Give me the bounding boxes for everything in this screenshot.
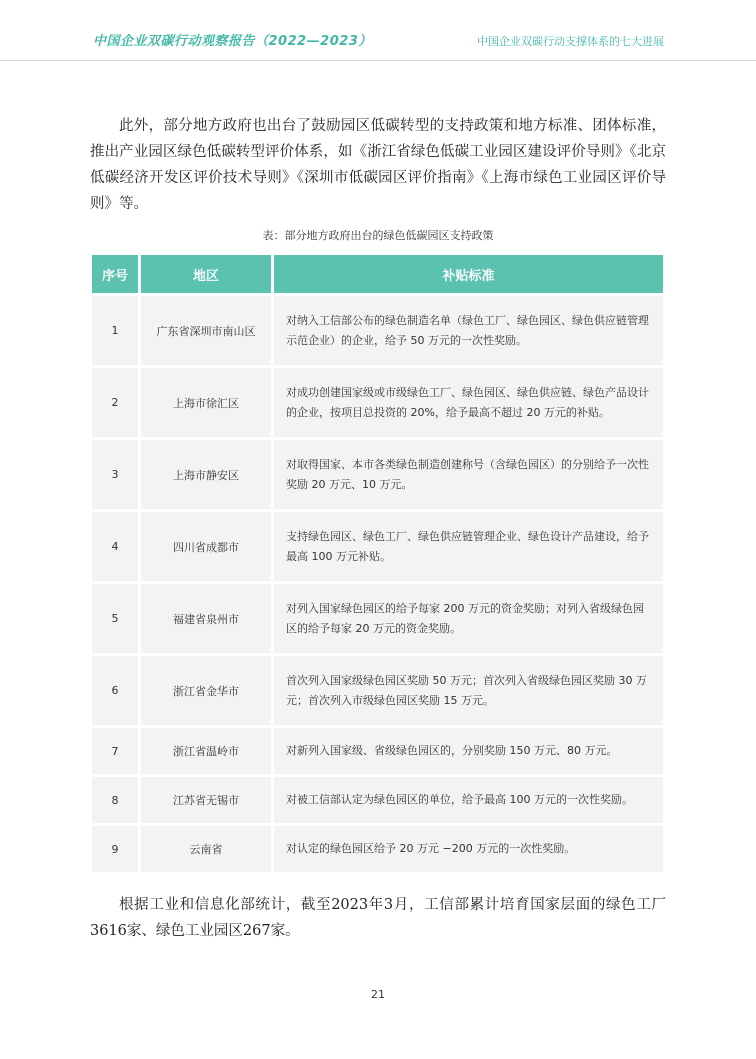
row-region: 云南省 (141, 823, 274, 872)
row-standard: 对认定的绿色园区给予 20 万元 −200 万元的一次性奖励。 (274, 823, 663, 872)
row-standard: 对成功创建国家级或市级绿色工厂、绿色园区、绿色供应链、绿色产品设计的企业，按项目总投资的 20%，给予最高不超过 20 万元的补贴。 (274, 365, 663, 437)
report-title: 中国企业双碳行动观察报告（2022—2023） (93, 34, 372, 49)
row-index: 8 (92, 774, 141, 823)
table-row (92, 509, 663, 581)
row-region: 浙江省金华市 (141, 653, 274, 725)
row-standard: 对取得国家、本市各类绿色制造创建称号（含绿色园区）的分别给予一次性奖励 20 万元、10 万元。 (274, 437, 663, 509)
row-index: 6 (92, 653, 141, 725)
row-index: 9 (92, 823, 141, 872)
intro-paragraph: 此外，部分地方政府也出台了鼓励园区低碳转型的支持政策和地方标准、团体标准，推出产业园区绿色低碳转型评价体系，如《浙江省绿色低碳工业园区建设评价导则》《北京低碳经济开发区评价技术导则》《深圳市低碳园区评价指南》《上海市绿色工业园区评价导则》等。 (90, 117, 666, 212)
row-index: 3 (92, 437, 141, 509)
page-number: 21 (371, 988, 385, 1001)
table-row (92, 725, 663, 774)
row-standard: 对列入国家绿色园区的给予每家 200 万元的资金奖励；对列入省级绿色园区的给予每家 20 万元的资金奖励。 (274, 581, 663, 653)
row-index: 1 (92, 293, 141, 365)
row-region: 福建省泉州市 (141, 581, 274, 653)
table-row (92, 437, 663, 509)
row-standard: 对纳入工信部公布的绿色制造名单（绿色工厂、绿色园区、绿色供应链管理示范企业）的企业，给予 50 万元的一次性奖励。 (274, 293, 663, 365)
header-index: 序号 (92, 255, 141, 293)
row-region: 浙江省温岭市 (141, 725, 274, 774)
header-standard: 补贴标准 (274, 255, 663, 293)
table-header-row (92, 255, 663, 293)
row-standard: 支持绿色园区、绿色工厂、绿色供应链管理企业、绿色设计产品建设，给予最高 100 万元补贴。 (274, 509, 663, 581)
header-region: 地区 (141, 255, 274, 293)
row-index: 7 (92, 725, 141, 774)
row-index: 4 (92, 509, 141, 581)
policy-table (92, 255, 663, 872)
row-region: 四川省成都市 (141, 509, 274, 581)
table-row (92, 774, 663, 823)
table-row (92, 581, 663, 653)
row-region: 江苏省无锡市 (141, 774, 274, 823)
table-caption: 表：部分地方政府出台的绿色低碳园区支持政策 (262, 229, 494, 242)
row-standard: 首次列入国家级绿色园区奖励 50 万元；首次列入省级绿色园区奖励 30 万元；首次列入市级绿色园区奖励 15 万元。 (274, 653, 663, 725)
table-row (92, 293, 663, 365)
row-standard: 对新列入国家级、省级绿色园区的，分别奖励 150 万元、80 万元。 (274, 725, 663, 774)
table-row (92, 653, 663, 725)
closing-paragraph: 根据工业和信息化部统计，截至2023年3月，工信部累计培育国家层面的绿色工厂3616家、绿色工业园区267家。 (90, 896, 666, 939)
row-region: 广东省深圳市南山区 (141, 293, 274, 365)
row-index: 2 (92, 365, 141, 437)
row-standard: 对被工信部认定为绿色园区的单位，给予最高 100 万元的一次性奖励。 (274, 774, 663, 823)
table-row (92, 365, 663, 437)
page-header (0, 0, 756, 61)
row-region: 上海市静安区 (141, 437, 274, 509)
section-title: 中国企业双碳行动支撑体系的七大进展 (477, 35, 664, 48)
row-index: 5 (92, 581, 141, 653)
table-row (92, 823, 663, 872)
row-region: 上海市徐汇区 (141, 365, 274, 437)
